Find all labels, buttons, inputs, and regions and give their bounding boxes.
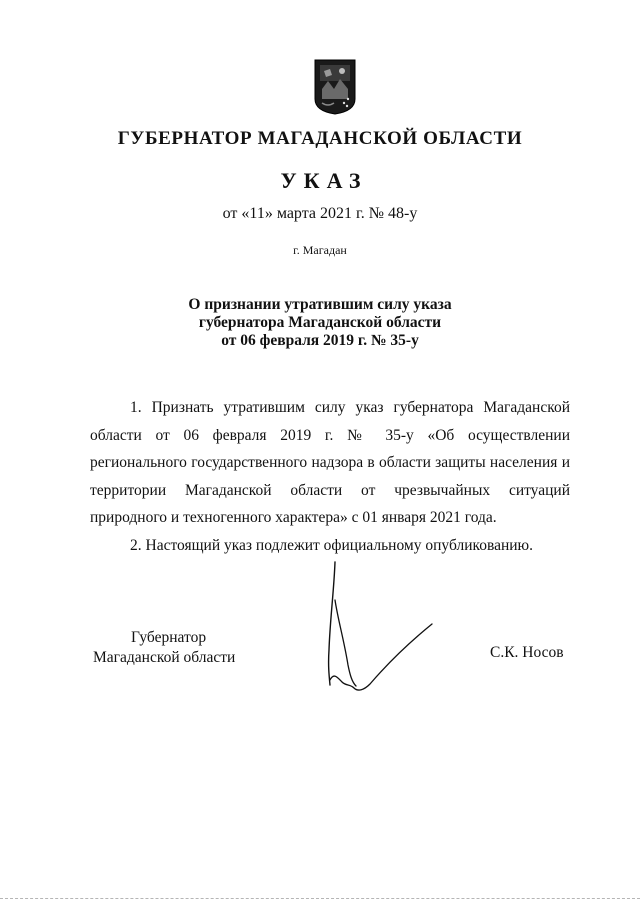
- signatory-title: [93, 628, 235, 668]
- document-date-number: от «11» марта 2021 г. № 48-у: [222, 205, 418, 222]
- body-paragraph: 2. Настоящий указ подлежит официальному опубликованию.: [130, 536, 534, 554]
- document-body: [90, 394, 570, 560]
- body-paragraph: 1. Признать утратившим силу указ губернатора Магаданской области от 06 февраля 2019 г. № 35-у «Об осуществлении регионального государственного надзора в области защиты населения и территории Магаданской области от чрезвычайных ситуаций природного и техногенного характера» с 01 января 2021 года.: [90, 399, 570, 527]
- document-place: г. Магадан: [293, 243, 347, 257]
- page-bottom-divider: [0, 898, 640, 899]
- document-subject: [0, 296, 640, 350]
- signatory-name: С.К. Носов: [490, 644, 564, 661]
- signatory-title-line: Губернатор: [131, 629, 207, 646]
- issuing-authority: ГУБЕРНАТОР МАГАДАНСКОЙ ОБЛАСТИ: [117, 128, 523, 149]
- subject-line: от 06 февраля 2019 г. № 35-у: [221, 332, 419, 349]
- document-type: УКАЗ: [280, 168, 368, 193]
- subject-line: губернатора Магаданской области: [198, 314, 442, 331]
- coat-of-arms-icon: [314, 59, 356, 115]
- handwritten-signature: [320, 560, 440, 700]
- signatory-title-line: Магаданской области: [93, 649, 236, 666]
- subject-line: О признании утратившим силу указа: [188, 296, 452, 313]
